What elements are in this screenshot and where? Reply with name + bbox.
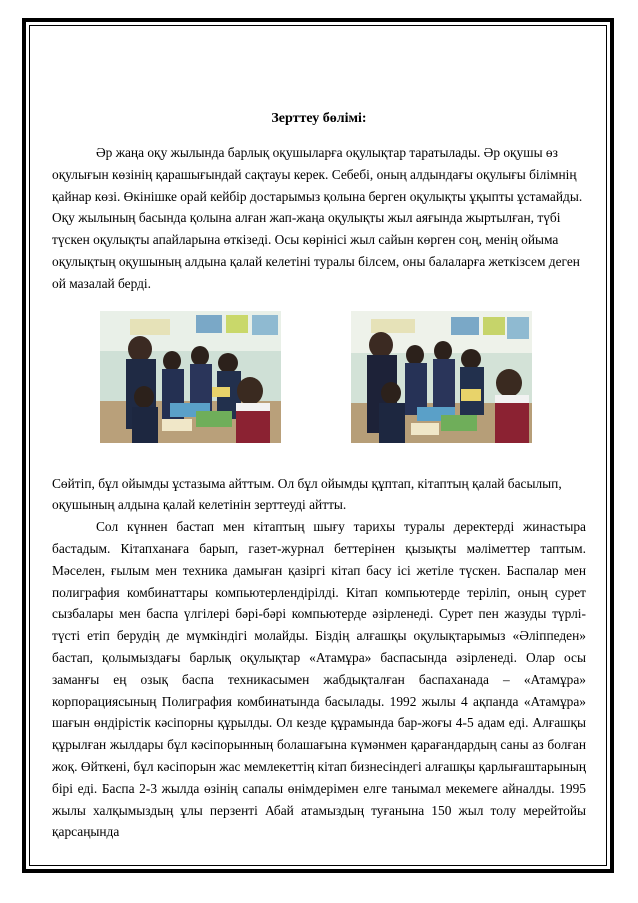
classroom-photo-right (351, 311, 532, 443)
history-paragraph: Сол күннен бастап мен кітаптың шығу тарихы туралы деректерді жинастыра бастадым. Кітапханаға барып, газет-журнал беттерінен қызықты мәліметтер таптым. Мәселен, ғылым мен техника дамыған қазіргі кітап басу ісі жетіле түскен. Баспалар мен полиграфия комбинаттары компьютерлендірілді. Кітап компьютерде теріліп, оның сурет сызбалары мен баспа үлгілері бәрі-бәрі компьютерде әзірленеді. Сурет пен жазуды түрлі-түсті етіп берудің де мүмкіндігі молайды. Біздің алғашқы оқулықтарымыз «Әліппеден» бастап, қолымыздағы барлық оқулықтар «Атамұра» баспасында әзірленеді. Олар осы заманғы ең озық баспа техникасымен жабдықталған баспаханада – «Атамұра» корпорациясының Полиграфия комбинатында басылады. 1992 жылы 4 ақпанда «Атамұра» шағын өндірістік кәсіпорны құрылды. Ол кезде құрамында бар-жоғы 4-5 адам еді. Алғашқы құрылған жылдары бұл кәсіпорынның болашағына күмәнмен қарағандардың саны аз болған жоқ. Өйткені, бұл кәсіпорын жас мемлекеттің кітап бизнесіндегі алғашқы қарлығаштарының бірі еді. Баспа 2-3 жылда өзінің сапалы өнімдерімен елге танымал мекемеге айналды. 1995 жылы халқымыздың ұлы перзенті Абай атамыздың туғанына 150 жыл толу мерейтойы қарсаңында (52, 519, 586, 840)
section-heading: Зерттеу бөлімі: (271, 111, 367, 126)
intro-paragraph: Әр жаңа оқу жылында барлық оқушыларға оқулықтар таратылады. Әр оқушы өз оқулығын көзінің қарашығындай сақтауы керек. Себебі, оның алдындағы оқулығы білімнің қайнар көзі. Өкінішке орай кейбір достарымыз қолына берген оқулықты ұқыпты ұстамайды. Оқу жылының басында қолына алған жап-жаңа оқулықты жыл аяғында жыртылған, түбі түскен оқулықты апайларына өткізеді. Осы көрінісі жыл сайын көрген соң, менің ойыма оқулықтың оқушының алдына қалай келетіні туралы білсем, оны балаларға жеткізсем деген ой мазалай берді. (52, 145, 583, 291)
photo-row (100, 311, 532, 443)
document-body (52, 110, 586, 843)
teacher-paragraph: Сөйтіп, бұл ойымды ұстазыма айттым. Ол бұл ойымды құптап, кітаптың қалай басылып, оқушының алдына қалай келетінін зерттеуді айтты. (52, 475, 562, 513)
classroom-photo-left (100, 311, 281, 443)
